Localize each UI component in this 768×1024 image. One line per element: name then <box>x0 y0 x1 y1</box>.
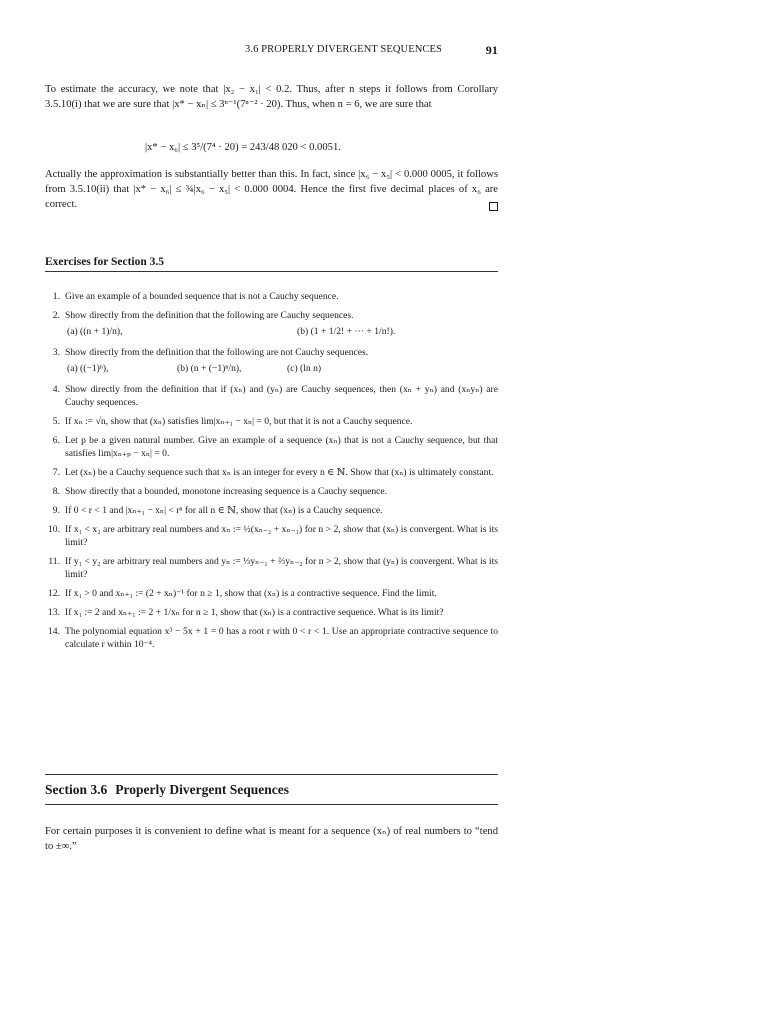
exercise-text: If x₁ < x₂ are arbitrary real numbers and xₙ := ½(xₙ₋₂ + xₙ₋₁) for n > 2, show that (xₙ) is convergent. What is its limit? <box>65 524 498 548</box>
exercises-heading: Exercises for Section 3.5 <box>45 256 165 268</box>
exercise-item <box>45 587 498 600</box>
exercise-body <box>65 587 498 600</box>
exercise-body <box>65 383 498 409</box>
exercise-part: (a) ((−1)ⁿ), <box>67 363 109 374</box>
intro-paragraph-1: To estimate the accuracy, we note that |x₂ − x₁| < 0.2. Thus, after n steps it follows from Corollary 3.5.10(i) that we are sure that |x* − xₙ| ≤ 3ⁿ⁻¹(7ⁿ⁻² · 20). Thus, when n = 6, we are sure that <box>45 84 498 110</box>
exercise-body <box>65 485 498 498</box>
exercise-parts <box>65 362 498 375</box>
exercise-number: 8. <box>52 486 60 497</box>
running-head-section: 3.6 PROPERLY DIVERGENT SEQUENCES <box>245 44 442 55</box>
exercise-text: Show directly from the definition that the following are Cauchy sequences. <box>65 310 354 321</box>
exercise-item <box>45 606 498 619</box>
exercise-number: 9. <box>52 505 60 516</box>
exercise-part: (b) (1 + 1/2! + ··· + 1/n!). <box>297 326 396 337</box>
exercises-rule <box>45 271 498 272</box>
exercise-part: (a) ((n + 1)/n), <box>67 326 123 337</box>
exercise-text: If x₁ > 0 and xₙ₊₁ := (2 + xₙ)⁻¹ for n ≥ 1, show that (xₙ) is a contractive sequence. Find the limit. <box>65 588 437 599</box>
exercise-body <box>65 504 498 517</box>
exercise-item <box>45 383 498 409</box>
exercise-item <box>45 309 498 340</box>
exercise-item <box>45 625 498 651</box>
exercise-text: Show directly from the definition that if (xₙ) and (yₙ) are Cauchy sequences, then (xₙ + yₙ) and (xₙyₙ) are Cauchy sequences. <box>65 384 498 408</box>
exercise-item <box>45 415 498 428</box>
exercise-body <box>65 606 498 619</box>
section-heading <box>45 782 289 798</box>
exercise-text: If y₁ < y₂ are arbitrary real numbers and yₙ := ⅓yₙ₋₁ + ⅔yₙ₋₂ for n > 2, show that (yₙ) is convergent. What is its limit? <box>65 556 498 580</box>
exercise-number: 5. <box>52 416 60 427</box>
exercise-text: The polynomial equation x³ − 5x + 1 = 0 has a root r with 0 < r < 1. Use an appropriate contractive sequence to calculate r within 10⁻⁴. <box>65 626 498 650</box>
exercise-number: 11. <box>48 556 60 567</box>
exercise-number: 10. <box>48 524 60 535</box>
exercise-item <box>45 555 498 581</box>
exercise-body <box>65 555 498 581</box>
section-title: Properly Divergent Sequences <box>115 782 289 797</box>
exercise-text: If xₙ := √n, show that (xₙ) satisfies lim|xₙ₊₁ − xₙ| = 0, but that it is not a Cauchy sequence. <box>65 416 413 427</box>
page-number: 91 <box>485 43 498 57</box>
exercise-number: 13. <box>48 607 60 618</box>
exercise-text: Show directly from the definition that the following are not Cauchy sequences. <box>65 347 369 358</box>
exercise-body <box>65 523 498 549</box>
accuracy-equation: |x* − x₆| ≤ 3⁵/(7⁴ · 20) = 243/48 020 < 0.0051. <box>145 142 341 153</box>
exercise-parts <box>65 325 498 338</box>
exercise-number: 2. <box>52 310 60 321</box>
section-intro: For certain purposes it is convenient to define what is meant for a sequence (xₙ) of real numbers to “tend to ±∞.” <box>45 826 498 852</box>
exercise-text: Give an example of a bounded sequence that is not a Cauchy sequence. <box>65 291 339 302</box>
exercise-body <box>65 415 498 428</box>
exercise-number: 6. <box>52 435 60 446</box>
exercise-part: (c) (ln n) <box>287 363 322 374</box>
exercise-number: 12. <box>48 588 60 599</box>
exercise-body <box>65 434 498 460</box>
exercise-item <box>45 290 498 303</box>
qed-symbol <box>489 202 498 211</box>
exercise-body <box>65 346 498 377</box>
exercise-number: 1. <box>52 291 60 302</box>
section-rule-bottom <box>45 804 498 805</box>
exercise-item <box>45 434 498 460</box>
exercise-text: Show directly that a bounded, monotone increasing sequence is a Cauchy sequence. <box>65 486 388 497</box>
exercise-text: If x₁ := 2 and xₙ₊₁ := 2 + 1/xₙ for n ≥ 1, show that (xₙ) is a contractive sequence. What is its limit? <box>65 607 444 618</box>
exercise-item <box>45 523 498 549</box>
exercise-text: Let p be a given natural number. Give an example of a sequence (xₙ) that is not a Cauchy sequence, but that satisfies lim|xₙ₊ₚ − xₙ| = 0. <box>65 435 498 459</box>
exercise-list <box>45 290 498 657</box>
exercise-number: 7. <box>52 467 60 478</box>
exercise-part: (b) (n + (−1)ⁿ/n), <box>177 363 242 374</box>
exercise-body <box>65 466 498 479</box>
exercise-body <box>65 309 498 340</box>
intro-paragraph-2: Actually the approximation is substantially better than this. In fact, since |x₆ − x₅| < 0.000 0005, it follows from 3.5.10(ii) that |x* − x₆| ≤ ¾|x₆ − x₅| < 0.000 0004. Hence the first five decimal places of x₆ are correct. <box>45 169 498 210</box>
exercise-item <box>45 485 498 498</box>
exercise-number: 14. <box>48 626 60 637</box>
exercise-body <box>65 625 498 651</box>
section-rule-top <box>45 774 498 775</box>
section-number: Section 3.6 <box>45 782 108 797</box>
exercise-number: 3. <box>52 347 60 358</box>
exercise-item <box>45 466 498 479</box>
exercise-item <box>45 504 498 517</box>
exercise-body <box>65 290 498 303</box>
exercise-number: 4. <box>52 384 60 395</box>
exercise-item <box>45 346 498 377</box>
exercise-text: If 0 < r < 1 and |xₙ₊₁ − xₙ| < rⁿ for all n ∈ ℕ, show that (xₙ) is a Cauchy sequence. <box>65 505 383 516</box>
exercise-text: Let (xₙ) be a Cauchy sequence such that xₙ is an integer for every n ∈ ℕ. Show that (xₙ) is ultimately constant. <box>65 467 494 478</box>
